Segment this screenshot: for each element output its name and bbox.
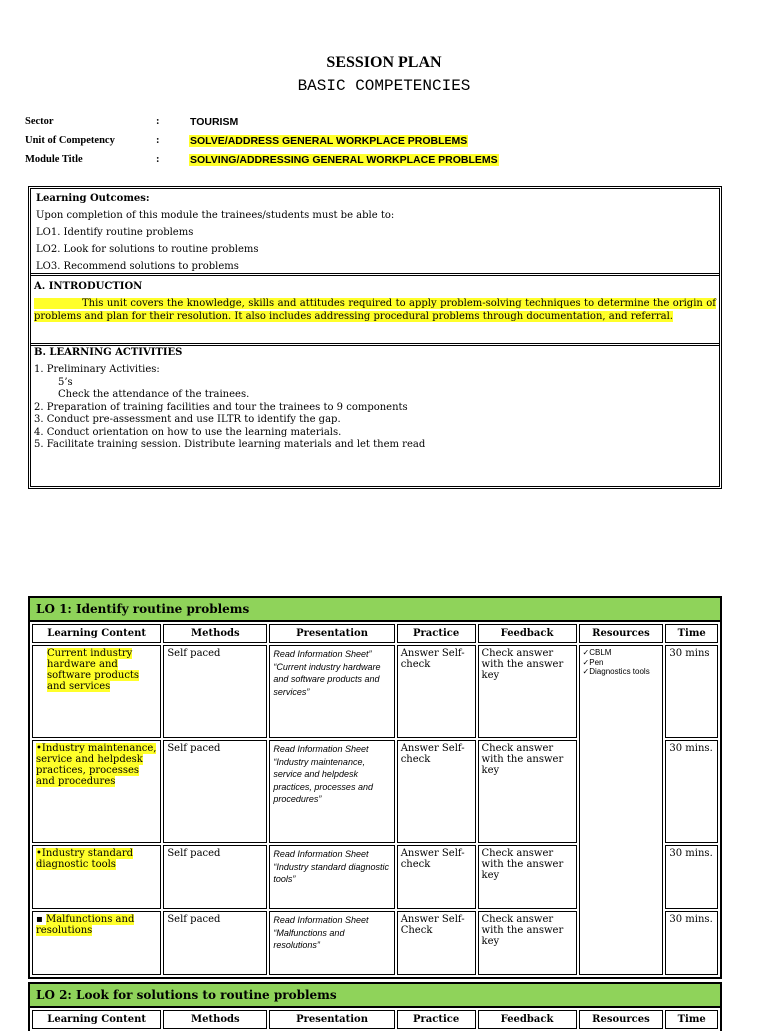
resource-item: ✓Diagnostics tools xyxy=(582,667,650,676)
practice-cell: Answer Self-check xyxy=(397,845,476,909)
feedback-cell: Check answer with the answer key xyxy=(478,911,577,975)
bullet-icon: • xyxy=(36,743,42,754)
method-cell: Self paced xyxy=(163,645,267,738)
activity-line: 2. Preparation of training facilities and tour the trainees to 9 components xyxy=(34,401,408,413)
resources-cell xyxy=(579,645,664,975)
module-value: SOLVING/ADDRESSING GENERAL WORKPLACE PROBLEMS xyxy=(190,154,498,166)
lo1-section xyxy=(28,596,722,979)
plan-box xyxy=(28,186,722,489)
lo1-table xyxy=(30,622,720,977)
column-header: Time xyxy=(665,624,718,643)
presentation-cell: Read Information Sheet “Industry standard diagnostic tools” xyxy=(269,845,394,909)
activity-line: 5. Facilitate training session. Distribute learning materials and let them read xyxy=(34,439,426,450)
content-text: Industry standard diagnostic tools xyxy=(36,848,133,870)
activity-line: 5’s xyxy=(58,376,73,388)
column-header: Resources xyxy=(579,624,664,643)
introduction-section xyxy=(31,273,719,343)
time-cell: 30 mins xyxy=(665,645,718,738)
column-header: Feedback xyxy=(478,624,577,643)
sector-value: TOURISM xyxy=(190,116,239,128)
introduction-heading: A. INTRODUCTION xyxy=(34,281,143,292)
content-text: Current industry hardware and software products and services xyxy=(47,648,140,692)
check-icon: ✓ xyxy=(582,667,590,676)
activities-heading: B. LEARNING ACTIVITIES xyxy=(34,347,183,358)
colon: : xyxy=(156,116,160,127)
content-cell xyxy=(32,845,161,909)
resource-item: ✓CBLM xyxy=(582,648,612,657)
resource-item: ✓Pen xyxy=(582,657,604,667)
lo2-heading: LO 2: Look for solutions to routine problems xyxy=(30,984,720,1008)
colon: : xyxy=(156,135,160,146)
check-icon: ✓ xyxy=(582,648,590,657)
method-cell: Self paced xyxy=(163,845,267,909)
column-header: Practice xyxy=(397,1010,476,1029)
column-header: Learning Content xyxy=(32,1010,161,1029)
column-header: Learning Content xyxy=(32,624,161,643)
column-header: Presentation xyxy=(269,1010,394,1029)
unit-label: Unit of Competency xyxy=(25,135,115,146)
activity-line: Check the attendance of the trainees. xyxy=(58,389,250,400)
learning-activities xyxy=(31,343,719,452)
module-label: Module Title xyxy=(25,154,83,165)
method-cell: Self paced xyxy=(163,911,267,975)
presentation-cell: Read Information Sheet “Industry maintenance, service and helpdesk practices, processes and procedures” xyxy=(269,740,394,843)
time-cell: 30 mins. xyxy=(665,845,718,909)
lo2-table xyxy=(30,1008,720,1031)
practice-cell: Answer Self-check xyxy=(397,645,476,738)
introduction-text: This unit covers the knowledge, skills and attitudes required to apply problem-solving techniques to determine the origin of problems and plan for their resolution. It also includes addressing procedural problems through documentation, and referral. xyxy=(34,298,716,322)
content-cell xyxy=(32,740,161,843)
content-text: Industry maintenance, service and helpdesk practices, processes and procedures xyxy=(36,743,157,787)
sector-label: Sector xyxy=(25,116,54,127)
learning-outcomes xyxy=(31,189,719,273)
feedback-cell: Check answer with the answer key xyxy=(478,845,577,909)
presentation-cell: Read Information Sheet” “Current industry hardware and software products and services” xyxy=(269,645,394,738)
column-header: Methods xyxy=(163,624,267,643)
column-header: Feedback xyxy=(478,1010,577,1029)
activity-line: 4. Conduct orientation on how to use the learning materials. xyxy=(34,426,342,438)
page-title: SESSION PLAN xyxy=(326,54,442,71)
content-text: Malfunctions and resolutions xyxy=(36,914,135,936)
table-row xyxy=(32,645,718,738)
time-cell: 30 mins. xyxy=(665,911,718,975)
method-cell: Self paced xyxy=(163,740,267,843)
column-header: Methods xyxy=(163,1010,267,1029)
column-header: Presentation xyxy=(269,624,394,643)
table-header-row xyxy=(32,1010,718,1029)
outcome-item: LO2. Look for solutions to routine problems xyxy=(36,244,259,255)
bullet-icon: • xyxy=(36,848,42,859)
time-cell: 30 mins. xyxy=(665,740,718,843)
content-cell xyxy=(32,911,161,975)
activity-line: 1. Preliminary Activities: xyxy=(34,364,160,375)
lo1-heading: LO 1: Identify routine problems xyxy=(30,598,720,622)
bullet-icon: ▪ xyxy=(36,914,46,925)
check-icon: ✓ xyxy=(582,657,590,667)
column-header: Time xyxy=(665,1010,718,1029)
practice-cell: Answer Self-Check xyxy=(397,911,476,975)
activity-line: 3. Conduct pre-assessment and use ILTR to identify the gap. xyxy=(34,414,341,425)
column-header: Practice xyxy=(397,624,476,643)
outcome-item: LO3. Recommend solutions to problems xyxy=(36,261,239,272)
colon: : xyxy=(156,154,160,165)
table-header-row xyxy=(32,624,718,643)
presentation-cell: Read Information Sheet “Malfunctions and resolutions” xyxy=(269,911,394,975)
page-subtitle: BASIC COMPETENCIES xyxy=(297,77,471,95)
column-header: Resources xyxy=(579,1010,664,1029)
outcomes-intro: Upon completion of this module the trainees/students must be able to: xyxy=(36,210,395,221)
unit-value: SOLVE/ADDRESS GENERAL WORKPLACE PROBLEMS xyxy=(190,135,468,147)
feedback-cell: Check answer with the answer key xyxy=(478,740,577,843)
feedback-cell: Check answer with the answer key xyxy=(478,645,577,738)
outcomes-heading: Learning Outcomes: xyxy=(36,193,150,204)
practice-cell: Answer Self-check xyxy=(397,740,476,843)
content-cell xyxy=(32,645,161,738)
outcome-item: LO1. Identify routine problems xyxy=(36,227,194,238)
